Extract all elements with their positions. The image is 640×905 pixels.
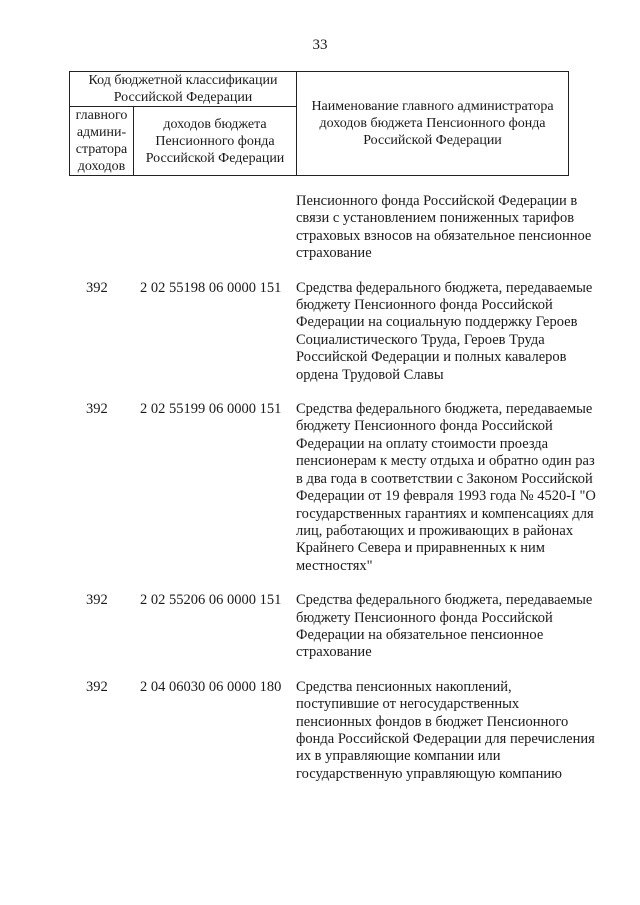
- table-row: [0, 679, 640, 783]
- income-description: Средства федерального бюджета, передаваемые бюджету Пенсионного фонда Российской Федерации на оплату стоимости проезда пенсионерам к месту отдыха и обратно один раз в два года в соответствии с Законом Российской Федерации от 19 февраля 1993 года № 4520-I "О государственных гарантиях и компенсациях для лиц, работающих и проживающих в районах Крайнего Севера и приравненных к ним местностях": [296, 401, 596, 574]
- income-code: 2 02 55198 06 0000 151: [140, 279, 282, 296]
- table-row: [0, 280, 640, 384]
- table-body: [0, 193, 640, 800]
- page-number: 33: [312, 37, 328, 53]
- income-code: 2 02 55199 06 0000 151: [140, 401, 282, 418]
- classification-header-table: [69, 71, 569, 176]
- header-code-group: Код бюджетной классификации Российской Федерации: [70, 72, 297, 107]
- table-row: [0, 592, 640, 662]
- continuation-text: Пенсионного фонда Российской Федерации в связи с установлением пониженных тарифов страховых взносов на обязательное пенсионное страхование: [296, 193, 592, 262]
- income-description: Средства пенсионных накоплений, поступившие от негосударственных пенсионных фондов в бюджет Пенсионного фонда Российской Федерации для перечисления их в управляющие компании или государственную управляющую компанию: [296, 678, 595, 782]
- income-description: Средства федерального бюджета, передаваемые бюджету Пенсионного фонда Российской Федерации на обязательное пенсионное страхование: [296, 592, 593, 661]
- header-income-column: доходов бюджета Пенсионного фонда Российской Федерации: [134, 107, 297, 176]
- admin-code: 392: [86, 592, 108, 609]
- income-code: 2 04 06030 06 0000 180: [140, 678, 282, 695]
- header-name-column: Наименование главного администратора доходов бюджета Пенсионного фонда Российской Федерации: [297, 72, 569, 176]
- income-code: 2 02 55206 06 0000 151: [140, 592, 282, 609]
- admin-code: 392: [86, 401, 108, 418]
- continuation-row: [0, 193, 640, 263]
- admin-code: 392: [86, 279, 108, 296]
- income-description: Средства федерального бюджета, передаваемые бюджету Пенсионного фонда Российской Федерации на социальную поддержку Героев Социалистического Труда, Героев Труда Российской Федерации и полных кавалеров ордена Трудовой Славы: [296, 279, 593, 383]
- table-row: [0, 401, 640, 575]
- header-admin-column: главного админи-стратора доходов: [70, 107, 134, 176]
- admin-code: 392: [86, 678, 108, 695]
